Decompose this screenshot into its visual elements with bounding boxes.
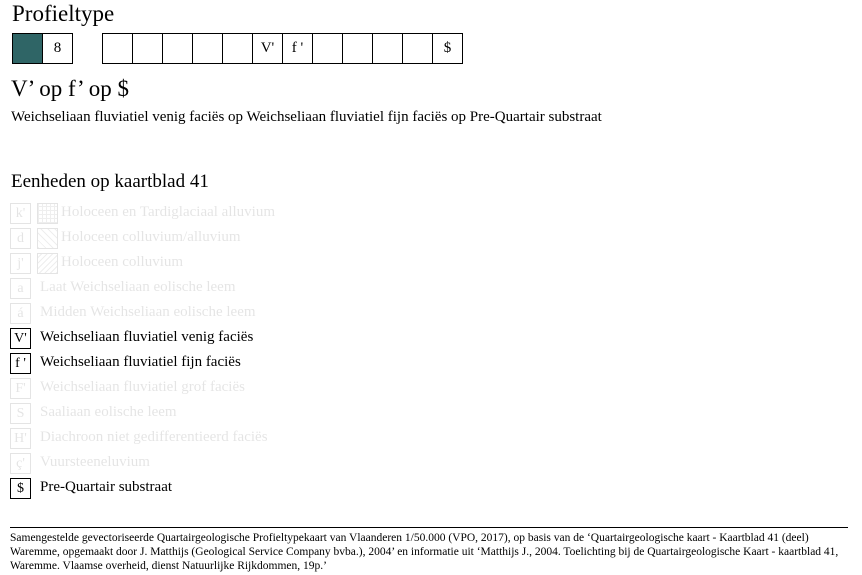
legend-label: Pre-Quartair substraat — [40, 479, 173, 495]
legend-label: Holoceen en Tardiglaciaal alluvium — [61, 204, 276, 220]
profile-cell: V' — [252, 33, 283, 64]
legend-item — [10, 277, 410, 299]
legend-symbol: f ' — [10, 353, 31, 374]
legend-label: Vuursteeneluvium — [40, 454, 150, 470]
profile-cell: f ' — [282, 33, 313, 64]
legend-symbol: k' — [10, 203, 31, 224]
legend-pattern-swatch — [37, 228, 58, 249]
legend-item — [10, 427, 410, 449]
legend-label: Weichseliaan fluviatiel fijn faciës — [40, 354, 241, 370]
legend-label: Weichseliaan fluviatiel grof faciës — [40, 379, 245, 395]
legend-item — [10, 352, 410, 374]
profile-cell — [102, 33, 133, 64]
legend-item — [10, 202, 410, 224]
legend-item — [10, 252, 410, 274]
legend-pattern-swatch — [37, 203, 58, 224]
legend-item — [10, 402, 410, 424]
profile-cell: $ — [432, 33, 463, 64]
legend-item — [10, 477, 410, 499]
legend-symbol: d — [10, 228, 31, 249]
legend-item — [10, 377, 410, 399]
profile-cell — [192, 33, 223, 64]
legend-symbol: H' — [10, 428, 31, 449]
legend-label: Holoceen colluvium — [61, 254, 184, 270]
legend-label: Saaliaan eolische leem — [40, 404, 177, 420]
legend-item — [10, 452, 410, 474]
profile-cell — [162, 33, 193, 64]
legend-symbol: á — [10, 303, 31, 324]
source-note: Samengestelde gevectoriseerde Quartairgeologische Profieltypekaart van Vlaanderen 1/50.000 (VPO, 2017), op basis van de ‘Quartairgeologische kaart - Kaartblad 41 (deel) Waremme, opgemaakt door J. Matthijs (Geological Service Company bvba.), 2004’ en informatie uit ‘Matthijs J., 2004. Toelichting bij de Quartairgeologische Kaart - kaartblad 41, Waremme. Vlaamse overheid, dienst Natuurlijke Rijkdommen, 19p.’ — [10, 532, 839, 572]
legend-symbol: a — [10, 278, 31, 299]
profile-cell — [342, 33, 373, 64]
legend-label: Midden Weichseliaan eolische leem — [40, 304, 256, 320]
profile-cell — [372, 33, 403, 64]
legend-symbol: ç' — [10, 453, 31, 474]
legend-label: Holoceen colluvium/alluvium — [61, 229, 241, 245]
profile-code: V’ op f’ op $ — [11, 76, 129, 101]
profile-cell — [402, 33, 433, 64]
profile-cell — [132, 33, 163, 64]
profile-cell — [222, 33, 253, 64]
units-heading: Eenheden op kaartblad 41 — [11, 171, 209, 192]
profile-description: Weichseliaan fluviatiel venig faciës op Weichseliaan fluviatiel fijn faciës op Pre-Quartair substraat — [11, 109, 602, 125]
legend-symbol: V' — [10, 328, 31, 349]
legend-item — [10, 327, 410, 349]
legend-item — [10, 227, 410, 249]
legend-symbol: F' — [10, 378, 31, 399]
divider — [10, 527, 848, 528]
legend-item — [10, 302, 410, 324]
profile-cell — [312, 33, 343, 64]
legend-pattern-swatch — [37, 253, 58, 274]
legend-label: Weichseliaan fluviatiel venig faciës — [40, 329, 254, 345]
legend-label: Laat Weichseliaan eolische leem — [40, 279, 236, 295]
legend-symbol: S — [10, 403, 31, 424]
profile-cell — [12, 33, 43, 64]
page-title: Profieltype — [12, 1, 115, 26]
legend-symbol: j' — [10, 253, 31, 274]
profile-cell: 8 — [42, 33, 73, 64]
legend-label: Diachroon niet gedifferentieerd faciës — [40, 429, 268, 445]
legend-symbol: $ — [10, 478, 31, 499]
